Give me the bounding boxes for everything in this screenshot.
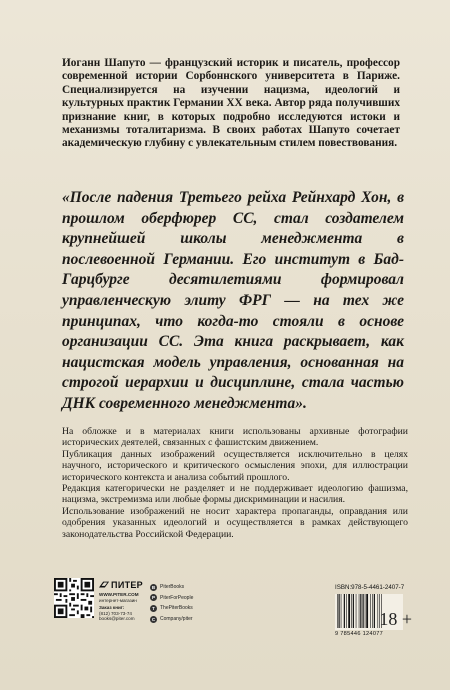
publisher-logo <box>99 578 143 592</box>
disclaimer-line: Публикация данных изображений осуществляется исключительно в целях научного, исторического и критического осмысления эпохи, для иллюстрации исторического контекста и анализа событий прошлого. <box>62 448 408 483</box>
social-label: PiterBooks <box>160 584 185 591</box>
social-item <box>150 614 230 625</box>
barcode-number: 9 785446 124077 <box>335 631 384 637</box>
disclaimer-line: На обложке и в материалах книги использованы архивные фотографии исторических деятелей, связанных с фашистским движением. <box>62 426 408 449</box>
order-phone: (812) 703-73-74 <box>99 610 132 616</box>
people-icon: P <box>151 595 155 601</box>
image-disclaimer <box>62 426 408 540</box>
telegram-icon: T <box>150 605 157 612</box>
social-item <box>150 593 230 604</box>
order-info <box>99 605 149 622</box>
site-caption: интернет-магазин <box>99 597 137 603</box>
isbn-text: ISBN:978-5-4461-2407-7 <box>335 584 405 591</box>
social-label: Company/piter <box>160 616 193 623</box>
book-quote: «После падения Третьего рейха Рейнхард Хон, в прошлом оберфюрер СС, стал создателем крупнейшей школы менеджмента в послевоенной Германии. Его институт в Бад-Гарцбурге десятилетиями формировал управленческую элиту ФРГ — на тех же принципах, что когда-то стояли в основе организации СС. Эта книга раскрывает, как нацистская модель управления, основанная на строгой иерархии и дисциплине, стала частью ДНК современного менеджмента». <box>62 189 404 412</box>
social-links <box>150 582 230 624</box>
age-rating: 18 + <box>379 609 412 629</box>
social-label: PiterForPeople <box>160 594 194 601</box>
qr-code-icon <box>54 578 94 618</box>
site-url: WWW.PITER.COM <box>99 592 139 597</box>
publisher-site <box>99 592 149 603</box>
piter-logo-icon <box>99 580 109 590</box>
order-email: books@piter.com <box>99 616 135 622</box>
disclaimer-line: Использование изображений не носит характера пропаганды, оправдания или одобрения указанных идеологий и осуществляется в рамках действующего законодательства Российской Федерации. <box>62 505 408 540</box>
author-bio: Иоганн Шапуто — французский историк и писатель, профессор современной истории Сорбоннского университета в Париже. Специализируется на изучении нацизма, идеологий и культурных практик Германии XX века. Автор ряда получивших признание книг, в которых подробно исследуются истоки и механизмы тоталитаризма. В своих работах Шапуто сочетает академическую глубину с увлекательным стилем повествования. <box>62 57 400 150</box>
publisher-name: ПИТЕР <box>111 580 143 590</box>
disclaimer-line: Редакция категорически не разделяет и не поддерживает идеологию фашизма, нацизма, экстремизма или любые формы дискриминации и насилия. <box>62 483 408 506</box>
vk-icon: В <box>151 584 156 590</box>
social-item <box>150 603 230 614</box>
order-label: Заказ книг: <box>99 605 125 610</box>
company-icon: C <box>151 616 156 622</box>
social-item <box>150 582 230 593</box>
social-label: ThePiterBooks <box>160 605 193 612</box>
